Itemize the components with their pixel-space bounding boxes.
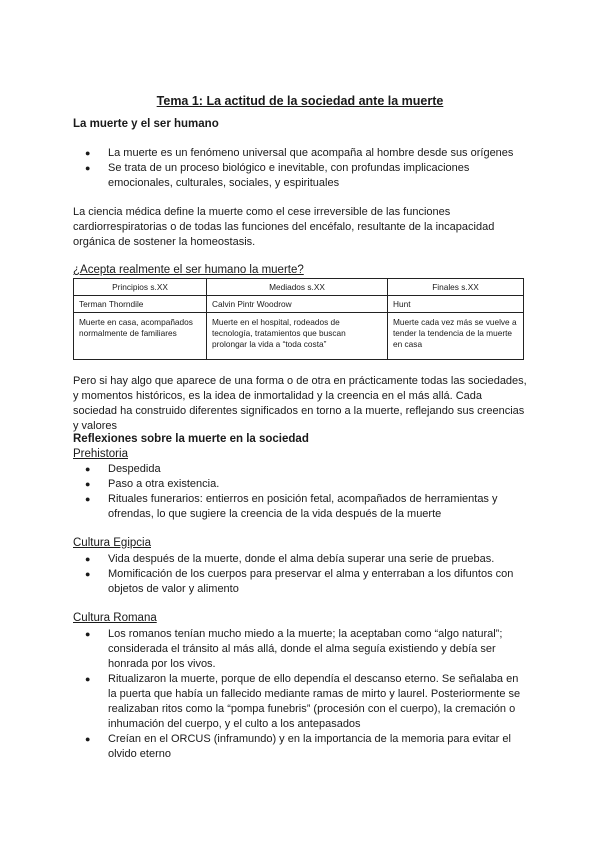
subheading-cultura-romana: Cultura Romana [73, 612, 157, 624]
table-cell: Hunt [388, 296, 524, 313]
table-header-cell: Principios s.XX [74, 279, 207, 296]
list-item: ● Se trata de un proceso biológico e inevitable, con profundas implicaciones emocionales, culturales, sociales, y espirituales [108, 161, 528, 191]
subheading-cultura-egipcia: Cultura Egipcia [73, 537, 151, 549]
list-item: ● Vida después de la muerte, donde el alma debía superar una serie de pruebas. [108, 552, 528, 567]
table-cell: Terman Thorndile [74, 296, 207, 313]
list-item: ● La muerte es un fenómeno universal que acompaña al hombre desde sus orígenes [108, 146, 528, 161]
table-row [74, 313, 524, 360]
list-item: ● Despedida [108, 462, 528, 477]
paragraph-definicion: La ciencia médica define la muerte como el cese irreversible de las funciones cardiorrespiratorias o de todas las funciones del encéfalo, resultante de la incapacidad orgánica de sostener la homeostasis. [73, 206, 495, 248]
bullet-list-egipcia [73, 552, 528, 597]
bullet-list-romana [73, 627, 528, 762]
list-item: ● Rituales funerarios: entierros en posición fetal, acompañados de herramientas y ofrendas, lo que sugiere la creencia de la vida después de la muerte [108, 492, 528, 522]
table-cell: Muerte cada vez más se vuelve a tender la tendencia de la muerte en casa [388, 313, 524, 360]
table-cell: Calvin Pintr Woodrow [207, 296, 388, 313]
list-item: ● Paso a otra existencia. [108, 477, 528, 492]
list-item: ● Momificación de los cuerpos para preservar el alma y enterraban a los difuntos con objetos de valor y alimento [108, 567, 528, 597]
subheading-prehistoria: Prehistoria [73, 448, 128, 460]
bullet-list-muerte [73, 146, 528, 191]
list-item: ● Ritualizaron la muerte, porque de ello dependía el descanso eterno. Se señalaba en la puerta que había un fallecido mediante ramas de mirto y laurel. Posteriormente se realizaban ritos como la “pompa funebris” (procesión con el cuerpo), la cremación o inhumación del cuerpo, y el culto a los antepasados [108, 672, 528, 732]
bullet-list-prehistoria [73, 462, 528, 522]
table-header-cell: Finales s.XX [388, 279, 524, 296]
question-heading: ¿Acepta realmente el ser humano la muerte? [73, 264, 304, 276]
list-item: ● Creían en el ORCUS (inframundo) y en la importancia de la memoria para evitar el olvido eterno [108, 732, 528, 762]
paragraph-inmortalidad: Pero si hay algo que aparece de una forma o de otra en prácticamente todas las sociedades, y momentos históricos, es la idea de inmortalidad y la creencia en el más allá. Cada sociedad ha construido diferentes significados en torno a la muerte, reflejando sus creencias y valores [73, 375, 527, 432]
table-row [74, 296, 524, 313]
table-header-row [74, 279, 524, 296]
table-cell: Muerte en casa, acompañados normalmente de familiares [74, 313, 207, 360]
document-title: Tema 1: La actitud de la sociedad ante la muerte [156, 94, 444, 108]
table-cell: Muerte en el hospital, rodeados de tecnología, tratamientos que buscan prolongar la vida a “toda costa” [207, 313, 388, 360]
section-heading-muerte-ser-humano: La muerte y el ser humano [73, 118, 219, 130]
list-item: ● Los romanos tenían mucho miedo a la muerte; la aceptaban como “algo natural”; considerada el tránsito al más allá, donde el alma seguía existiendo y debía ser honrada por los vivos. [108, 627, 528, 672]
comparison-table [73, 278, 524, 360]
section-heading-reflexiones: Reflexiones sobre la muerte en la sociedad [73, 433, 309, 445]
table-header-cell: Mediados s.XX [207, 279, 388, 296]
